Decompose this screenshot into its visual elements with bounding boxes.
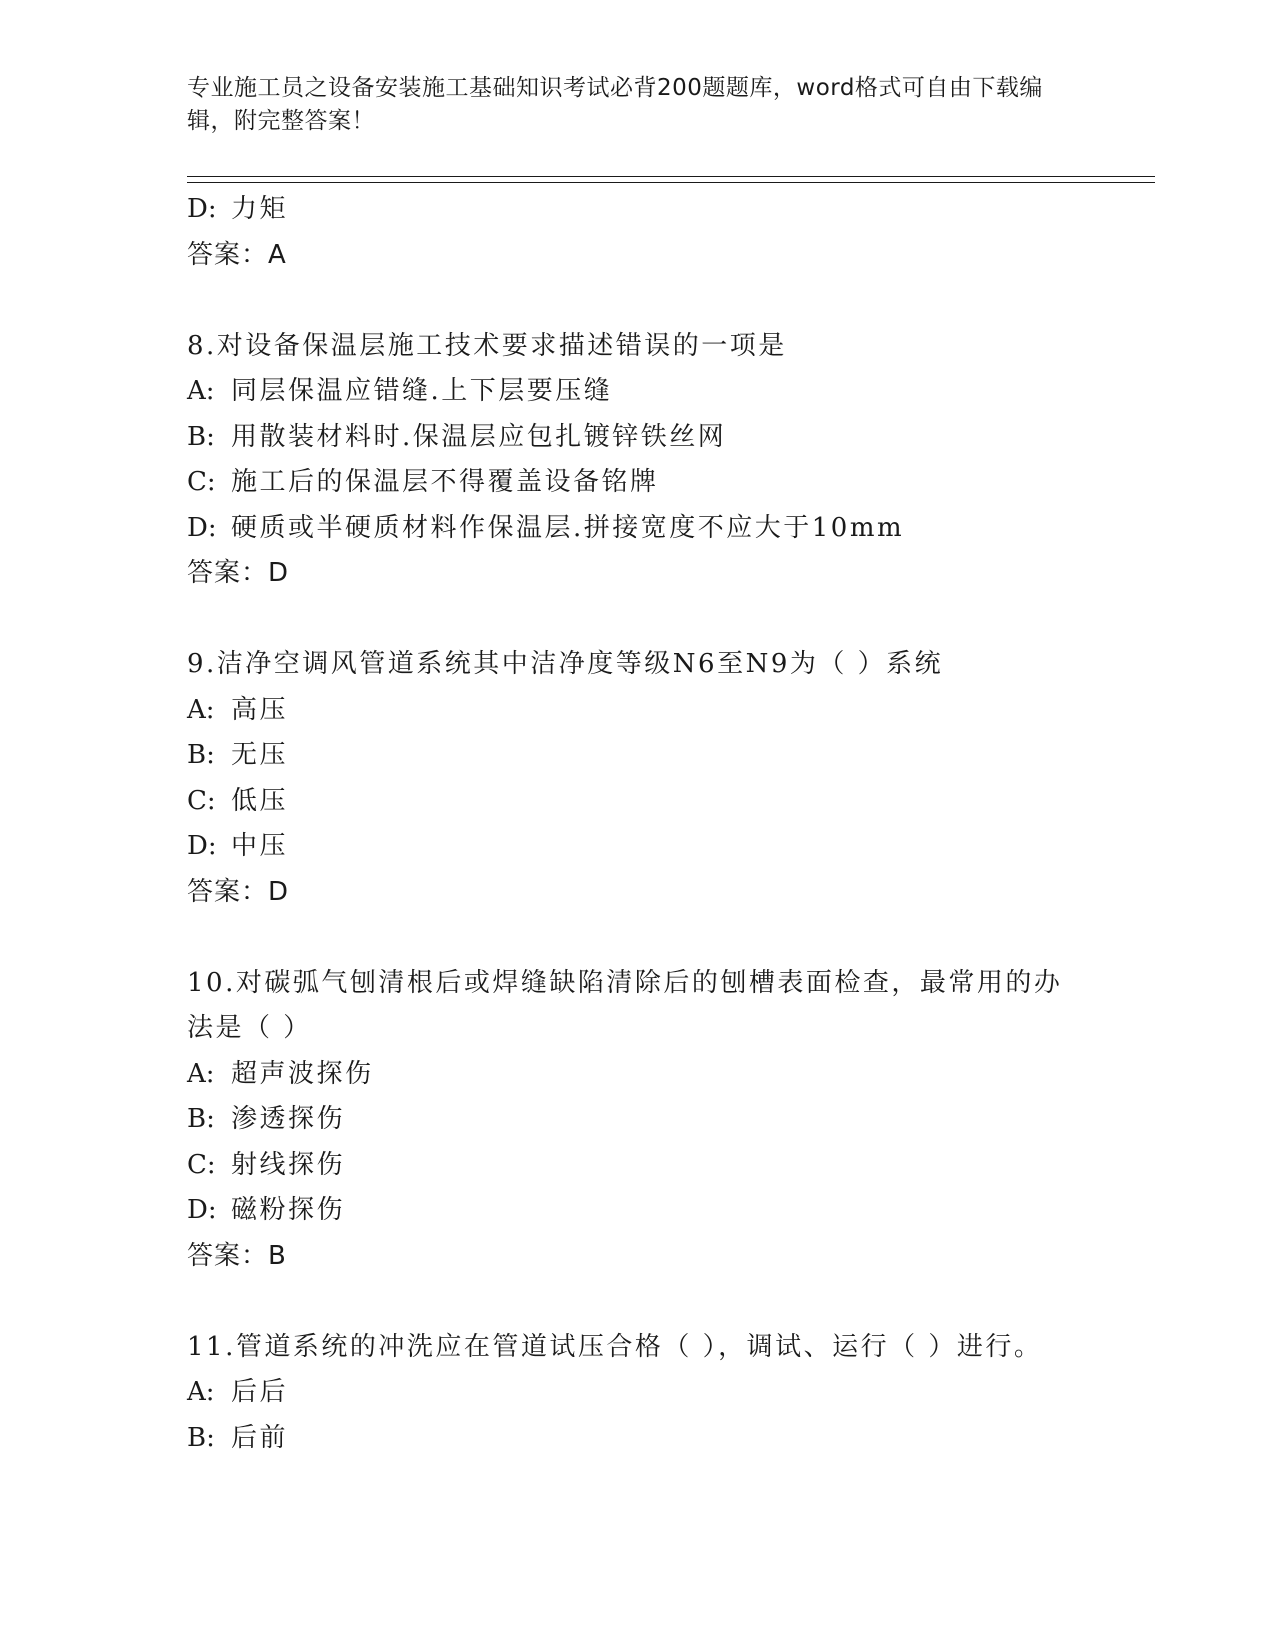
option-item — [187, 187, 1087, 233]
option-item — [187, 415, 1087, 461]
option-text: 后后 — [231, 1377, 289, 1407]
option-label: B: — [187, 1104, 215, 1134]
question-list — [187, 187, 1087, 1461]
option-item — [187, 506, 1087, 552]
option-label: D: — [187, 194, 217, 224]
option-text: 后前 — [231, 1422, 289, 1453]
option-item — [187, 1097, 1087, 1143]
option-item — [187, 824, 1087, 870]
header-rule-top — [187, 176, 1155, 177]
question-stem: 10.对碳弧气刨清根后或焊缝缺陷清除后的刨槽表面检查，最常用的办法是（ ） — [187, 967, 1063, 1043]
option-item — [187, 733, 1087, 779]
option-text: 同层保温应错缝.上下层要压缝 — [231, 376, 613, 406]
option-item — [187, 1052, 1087, 1098]
option-text: 渗透探伤 — [231, 1104, 346, 1134]
option-text: 中压 — [231, 831, 289, 861]
question-stem: 11.管道系统的冲洗应在管道试压合格（ ），调试、运行（ ）进行。 — [187, 1331, 1043, 1362]
option-label: A: — [187, 1058, 215, 1089]
option-item — [187, 460, 1087, 506]
option-item — [187, 1416, 1087, 1462]
option-text: 力矩 — [231, 194, 289, 224]
option-item — [187, 1370, 1087, 1416]
option-label: B: — [187, 1422, 215, 1453]
option-label: C: — [187, 467, 216, 497]
answer-line: 答案：B — [187, 1240, 287, 1271]
spacer — [187, 278, 1087, 324]
option-item — [187, 369, 1087, 415]
option-label: D: — [187, 831, 217, 861]
answer-line: 答案：A — [187, 239, 287, 270]
option-label: C: — [187, 1149, 216, 1180]
question-stem: 9.洁净空调风管道系统其中洁净度等级N6至N9为（ ）系统 — [187, 649, 944, 679]
option-label: A: — [187, 694, 215, 725]
answer-line: 答案：D — [187, 558, 290, 588]
option-label: A: — [187, 376, 215, 406]
spacer — [187, 1279, 1087, 1325]
option-text: 用散装材料时.保温层应包扎镀锌铁丝网 — [231, 421, 727, 452]
option-item — [187, 1188, 1087, 1234]
option-label: C: — [187, 785, 216, 816]
option-label: D: — [187, 1195, 217, 1225]
option-item — [187, 1143, 1087, 1189]
option-label: B: — [187, 421, 215, 452]
option-text: 施工后的保温层不得覆盖设备铭牌 — [231, 467, 659, 497]
option-text: 低压 — [231, 785, 289, 816]
option-item — [187, 688, 1087, 734]
option-text: 超声波探伤 — [231, 1058, 374, 1089]
answer-line: 答案：D — [187, 876, 290, 907]
spacer — [187, 597, 1087, 643]
option-item — [187, 779, 1087, 825]
option-text: 无压 — [231, 740, 289, 770]
option-label: A: — [187, 1377, 215, 1407]
header-title: 专业施工员之设备安装施工基础知识考试必背200题题库，word格式可自由下载编辑，附完整答案！ — [187, 75, 1043, 134]
option-text: 硬质或半硬质材料作保温层.拼接宽度不应大于10mm — [231, 512, 905, 543]
option-text: 磁粉探伤 — [231, 1195, 346, 1225]
header-rule-bottom — [187, 182, 1155, 183]
option-label: B: — [187, 740, 215, 770]
document-header — [187, 72, 1067, 138]
option-text: 射线探伤 — [231, 1149, 346, 1180]
option-label: D: — [187, 512, 217, 543]
spacer — [187, 915, 1087, 961]
option-text: 高压 — [231, 694, 289, 725]
question-stem: 8.对设备保温层施工技术要求描述错误的一项是 — [187, 330, 787, 361]
